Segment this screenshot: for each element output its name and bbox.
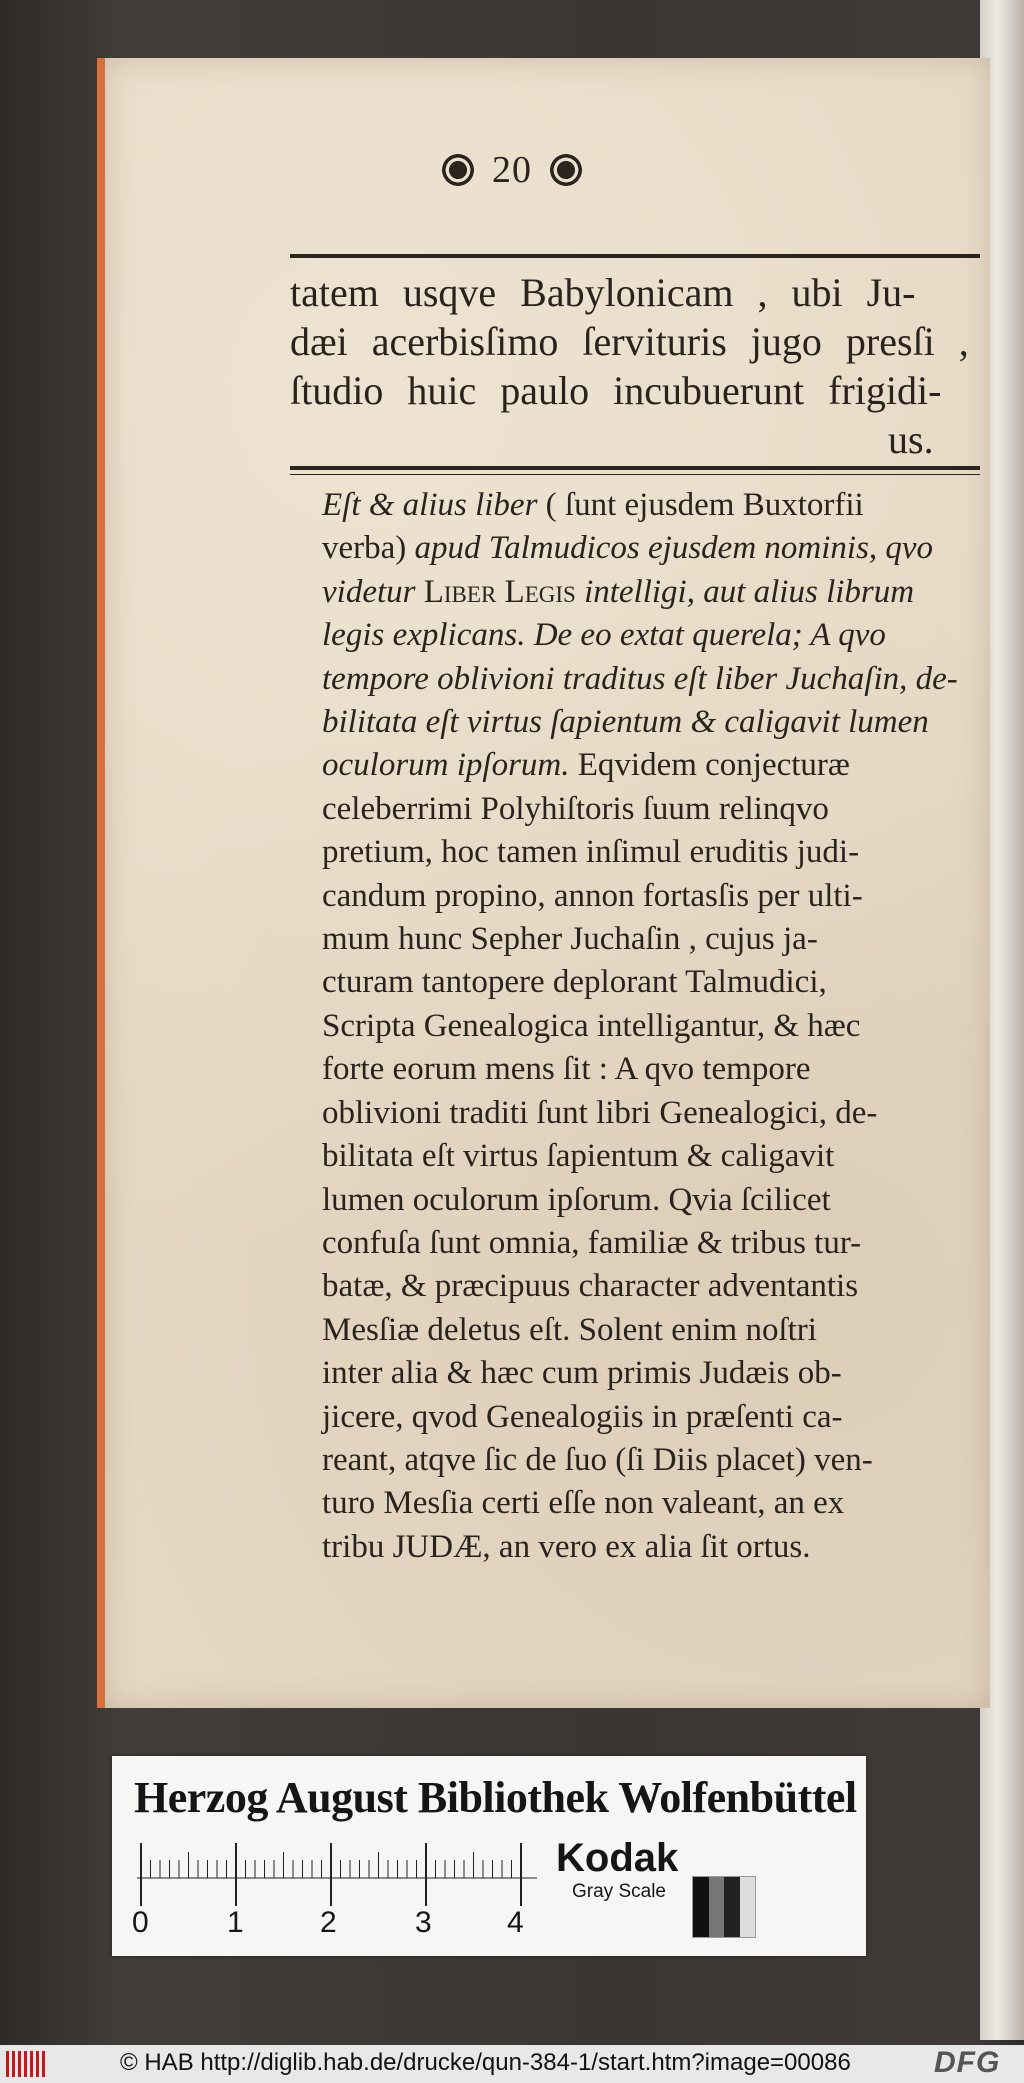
note-text-run: candum propino, annon fortasſis per ulti- [322, 877, 863, 914]
page-header [440, 140, 740, 200]
note-text-line [322, 571, 958, 614]
note-text-run: bilitata eſt virtus ſapientum & caligavit lumen [322, 704, 929, 741]
note-text-run: Liber Legis [423, 573, 576, 610]
kodak-logo: Kodak [556, 1836, 679, 1880]
note-text-run: jicere, qvod Genealogiis in præſenti ca- [322, 1398, 843, 1435]
note-text-line [322, 1526, 958, 1569]
ruler-label: 2 [320, 1906, 337, 1939]
library-name: Herzog August Bibliothek Wolfenbüttel [134, 1773, 857, 1822]
note-text-run: legis explicans. De eo extat querela; A qvo [322, 617, 886, 654]
note-text-run: intelligi, aut alius librum [575, 573, 915, 610]
note-text-line [322, 788, 958, 831]
right-ornament-icon [548, 152, 584, 188]
note-text-run: Mesſiæ deletus eſt. Solent enim noſtri [322, 1311, 817, 1348]
note-text-line [322, 1352, 958, 1395]
note-text-run: videtur [322, 573, 424, 610]
note-text-run: tempore oblivioni traditus eſt liber Juchaſin, de- [322, 660, 958, 697]
calibration-card [112, 1756, 866, 1956]
note-text-line [322, 1048, 958, 1091]
note-text-line [322, 875, 958, 918]
note-text-line [322, 527, 958, 570]
note-rule-thin [290, 474, 980, 475]
main-text-line: us. [888, 417, 934, 462]
note-text-run: Eqvidem conjecturæ [569, 747, 850, 784]
ruler-scale [137, 1838, 537, 1908]
note-text-line [322, 1179, 958, 1222]
left-ornament-icon [440, 152, 476, 188]
ruler-label: 1 [227, 1906, 244, 1939]
note-text-run: Scripta Genealogica intelligantur, & hæc [322, 1007, 861, 1044]
note-text-run: tribu JUDÆ, an vero ex alia ſit ortus. [322, 1528, 811, 1565]
note-text-run: oculorum ipſorum. [322, 747, 570, 784]
note-rule [290, 466, 980, 470]
note-text-run: forte eorum mens ſit : A qvo tempore [322, 1051, 811, 1088]
note-text-line [322, 1005, 958, 1048]
ruler-label: 0 [132, 1906, 149, 1939]
note-text-line [322, 1482, 958, 1525]
note-text-line [322, 1135, 958, 1178]
note-text-line [322, 961, 958, 1004]
note-text-line [322, 1309, 958, 1352]
note-text-run: mum hunc Sepher Juchaſin , cujus ja- [322, 921, 818, 958]
footer-bar [0, 2045, 1024, 2083]
header-rule [290, 254, 980, 258]
note-text-run: oblivioni traditi ſunt libri Genealogici, de- [322, 1094, 878, 1131]
note-text-line [322, 831, 958, 874]
note-text-run: pretium, hoc tamen inſimul eruditis judi- [322, 834, 860, 871]
note-text-run: celeberrimi Polyhiſtoris ſuum relinqvo [322, 790, 829, 827]
note-text-run: lumen oculorum ipſorum. Qvia ſcilicet [322, 1181, 831, 1218]
note-text-run: bilitata eſt virtus ſapientum & caligavit [322, 1138, 835, 1175]
main-text [290, 268, 969, 464]
note-text-run: inter alia & hæc cum primis Judæis ob- [322, 1355, 842, 1392]
note-text-line [322, 484, 958, 527]
main-text-line: tatem usqve Babylonicam , ubi Ju- [290, 270, 916, 315]
note-text-line [322, 744, 958, 787]
note-text-line [322, 614, 958, 657]
note-text-run: verba) [322, 530, 415, 567]
main-text-line: dæi acerbisſimo ſervituris jugo presſi , [290, 319, 969, 364]
note-text-run: cturam tantopere deplorant Talmudici, [322, 964, 827, 1001]
hab-logo-icon [6, 2051, 46, 2077]
note-text-line [322, 1265, 958, 1308]
note-text-run: reant, atqve ſic de ſuo (ſi Diis placet) ven- [322, 1441, 873, 1478]
dfg-logo: DFG [934, 2046, 1001, 2079]
ruler-label: 3 [415, 1906, 432, 1939]
note-text-line [322, 701, 958, 744]
note-text-run: apud Talmudicos ejusdem nominis, qvo [414, 530, 934, 567]
note-text-line [322, 1222, 958, 1265]
note-text-line [322, 1396, 958, 1439]
note-text-run: batæ, & præcipuus character adventantis [322, 1268, 859, 1305]
main-text-line: ſtudio huic paulo incubuerunt frigidi- [290, 368, 942, 413]
note-text-line [322, 658, 958, 701]
gray-scale-patches [692, 1876, 756, 1938]
gray-scale-label: Gray Scale [572, 1881, 666, 1902]
note-text-line [322, 1092, 958, 1135]
note-text-run: confuſa ſunt omnia, familiæ & tribus tur- [322, 1224, 862, 1261]
copyright-url[interactable]: © HAB http://diglib.hab.de/drucke/qun-384-1/start.htm?image=00086 [120, 2049, 851, 2076]
note-text-line [322, 918, 958, 961]
note-text [322, 484, 958, 1569]
note-text-line [322, 1439, 958, 1482]
note-text-run: turo Mesſia certi eſſe non valeant, an ex [322, 1485, 845, 1522]
note-text-run: Eſt & alius liber [322, 487, 538, 523]
ruler-label: 4 [507, 1906, 524, 1939]
note-text-run: ( ſunt ejusdem Buxtorfii [537, 487, 864, 523]
page-number: 20 [492, 149, 532, 191]
